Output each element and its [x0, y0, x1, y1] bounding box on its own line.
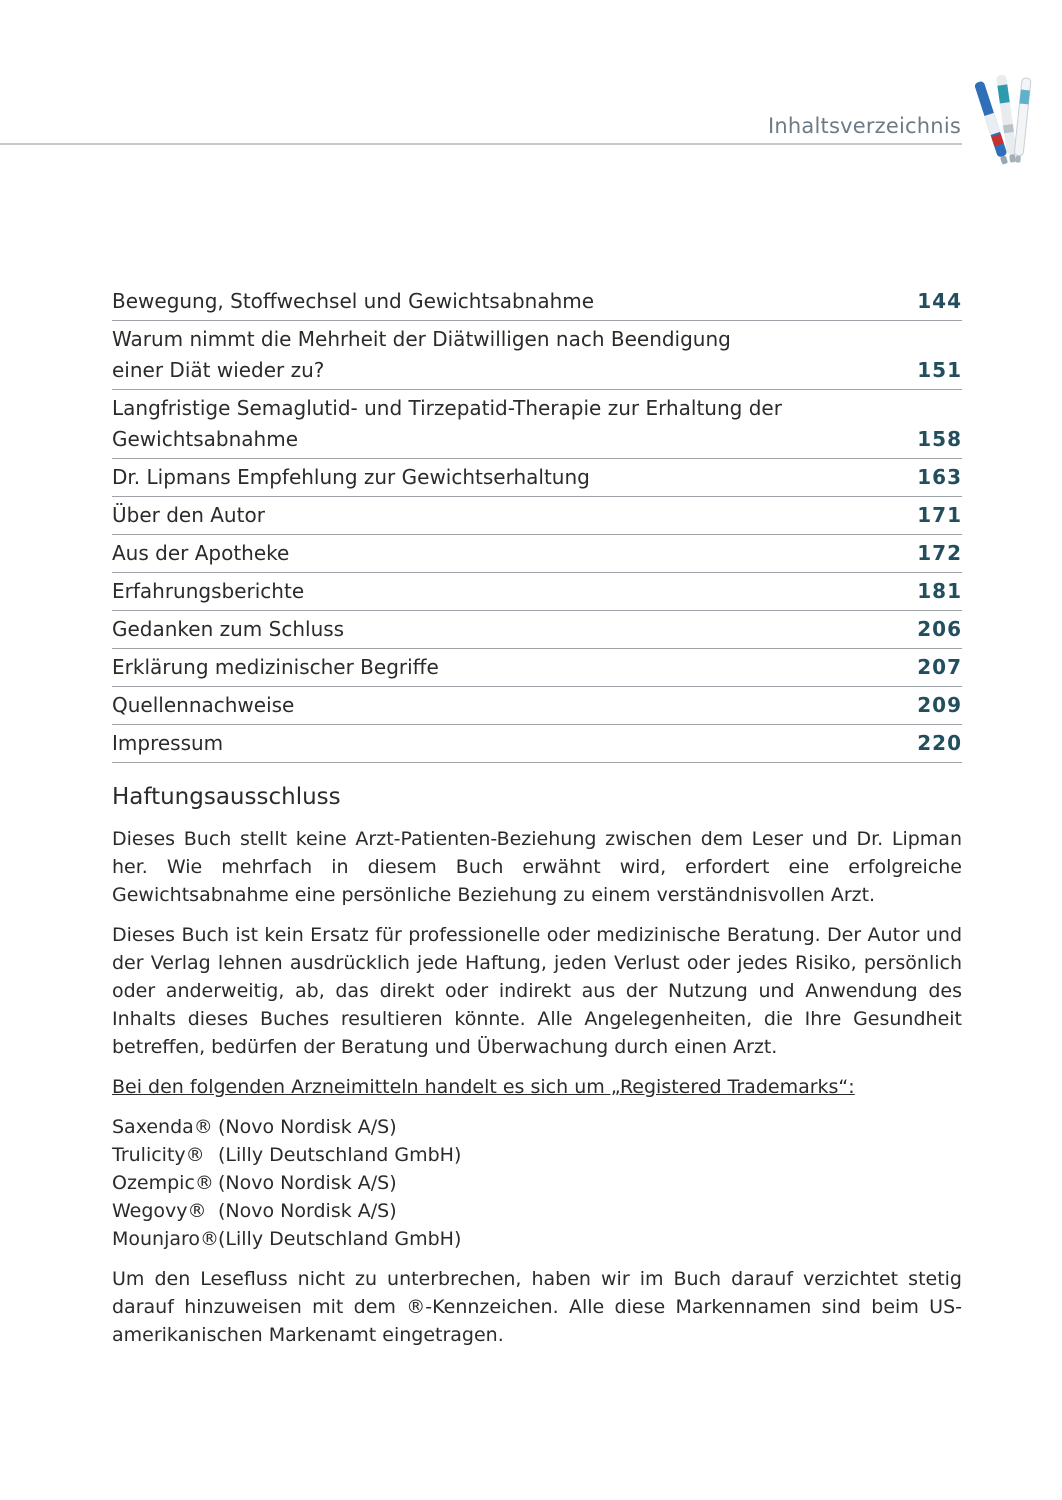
- disclaimer-heading: Haftungsausschluss: [112, 784, 341, 810]
- toc-entry-title-line: Erfahrungsberichte: [112, 579, 305, 603]
- toc-entry-page: 144: [917, 289, 962, 313]
- toc-entry-title: [112, 462, 917, 493]
- toc-entry-page: 151: [917, 358, 962, 382]
- toc-entry[interactable]: [112, 459, 962, 497]
- trademark-item: [112, 1225, 962, 1253]
- toc-entry-title: [112, 500, 917, 531]
- trademark-name: Mounjaro®: [112, 1228, 220, 1250]
- trademark-name: Saxenda®: [112, 1116, 213, 1138]
- trademark-list: [112, 1113, 962, 1253]
- injection-pens-icon: [972, 70, 1036, 166]
- toc-entry-title-line: Über den Autor: [112, 503, 265, 527]
- toc-entry-title-line: Gewichtsabnahme: [112, 427, 298, 451]
- toc-entry-title: [112, 324, 917, 386]
- toc-entry[interactable]: [112, 497, 962, 535]
- toc-entry-page: 171: [917, 503, 962, 527]
- toc-entry-page: 206: [917, 617, 962, 641]
- toc-entry-title: [112, 690, 917, 721]
- toc-entry-page: 209: [917, 693, 962, 717]
- toc-entry-title-line: Impressum: [112, 731, 224, 755]
- disclaimer-paragraph: Dieses Buch stellt keine Arzt-Patienten-Beziehung zwischen dem Leser und Dr. Lipman her. Wie mehrfach in diesem Buch erwähnt wird, erfordert eine erfolgreiche Gewichtsabnahme eine persönliche Beziehung zu einem verständnisvollen Arzt.: [112, 828, 962, 906]
- toc-entry[interactable]: [112, 649, 962, 687]
- toc-entry-page: 207: [917, 655, 962, 679]
- toc-entry[interactable]: [112, 283, 962, 321]
- page-title: Inhaltsverzeichnis: [768, 114, 961, 138]
- toc-entry[interactable]: [112, 725, 962, 763]
- trademark-item: [112, 1141, 962, 1169]
- toc-entry-title: [112, 728, 917, 759]
- toc-entry-page: 163: [917, 465, 962, 489]
- trademark-name: Ozempic®: [112, 1172, 214, 1194]
- toc-entry-title-line: Dr. Lipmans Empfehlung zur Gewichtserhaltung: [112, 465, 590, 489]
- disclaimer-paragraph: Um den Lesefluss nicht zu unterbrechen, haben wir im Buch darauf verzichtet stetig darauf hinzuweisen mit dem ®-Kennzeichen. Alle diese Markennamen sind beim US-amerikanischen Markenamt eingetragen.: [112, 1268, 962, 1346]
- toc-entry-title: [112, 393, 917, 455]
- trademarks-heading: Bei den folgenden Arzneimitteln handelt es sich um „Registered Trademarks“:: [112, 1076, 855, 1098]
- disclaimer-paragraph: Dieses Buch ist kein Ersatz für professionelle oder medizinische Beratung. Der Autor und der Verlag lehnen ausdrücklich jede Haftung, jeden Verlust oder jedes Risiko, persönlich oder anderweitig, ab, das direkt oder indirekt aus der Nutzung und Anwendung des Inhalts dieses Buches resultieren könnte. Alle Angelegenheiten, die Ihre Gesundheit betreffen, bedürfen der Beratung und Überwachung durch einen Arzt.: [112, 924, 962, 1058]
- toc-entry[interactable]: [112, 535, 962, 573]
- trademark-name: Wegovy®: [112, 1200, 207, 1222]
- toc-entry-page: 220: [917, 731, 962, 755]
- toc-entry-title: [112, 614, 917, 645]
- trademark-company: (Novo Nordisk A/S): [218, 1200, 397, 1222]
- disclaimer-section: [112, 783, 962, 1361]
- trademark-item: [112, 1169, 962, 1197]
- toc-entry-title-line: einer Diät wieder zu?: [112, 358, 325, 382]
- toc-entry-page: 158: [917, 427, 962, 451]
- toc-entry[interactable]: [112, 390, 962, 459]
- toc-entry-title-line: Erklärung medizinischer Begriffe: [112, 655, 439, 679]
- toc-entry-title: [112, 538, 917, 569]
- header-rule: [0, 143, 962, 145]
- toc-entry-title-line: Warum nimmt die Mehrheit der Diätwilligen nach Beendigung: [112, 327, 731, 351]
- table-of-contents: [112, 283, 962, 763]
- toc-entry[interactable]: [112, 321, 962, 390]
- toc-entry-title: [112, 652, 917, 683]
- toc-entry[interactable]: [112, 611, 962, 649]
- trademark-name: Trulicity®: [112, 1144, 205, 1166]
- toc-entry-page: 172: [917, 541, 962, 565]
- toc-entry[interactable]: [112, 573, 962, 611]
- toc-entry-title-line: Gedanken zum Schluss: [112, 617, 345, 641]
- toc-entry[interactable]: [112, 687, 962, 725]
- trademark-item: [112, 1197, 962, 1225]
- trademark-company: (Novo Nordisk A/S): [218, 1172, 397, 1194]
- trademark-item: [112, 1113, 962, 1141]
- toc-entry-title: [112, 576, 917, 607]
- toc-entry-title-line: Bewegung, Stoffwechsel und Gewichtsabnahme: [112, 289, 595, 313]
- trademark-company: (Lilly Deutschland GmbH): [218, 1228, 462, 1250]
- trademark-company: (Novo Nordisk A/S): [218, 1116, 397, 1138]
- trademark-company: (Lilly Deutschland GmbH): [218, 1144, 462, 1166]
- toc-entry-title-line: Aus der Apotheke: [112, 541, 290, 565]
- toc-entry-title-line: Quellennachweise: [112, 693, 295, 717]
- toc-entry-page: 181: [917, 579, 962, 603]
- toc-entry-title: [112, 286, 917, 317]
- toc-entry-title-line: Langfristige Semaglutid- und Tirzepatid-Therapie zur Erhaltung der: [112, 396, 782, 420]
